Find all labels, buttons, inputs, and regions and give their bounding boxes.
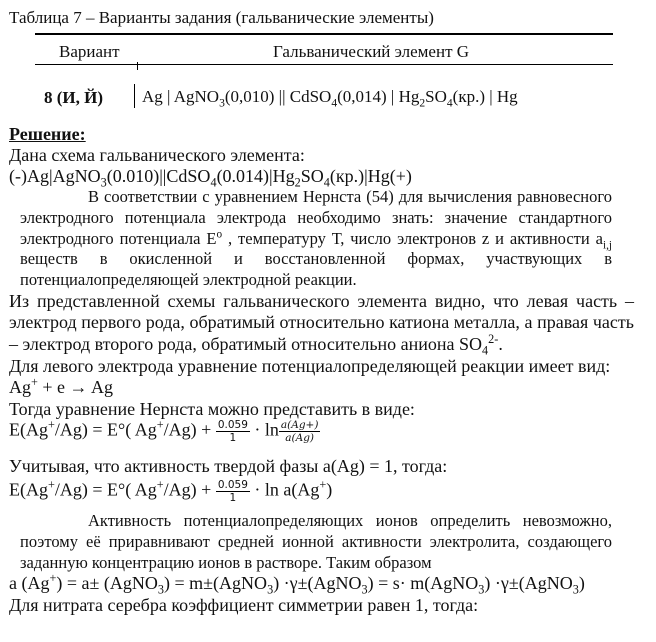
left-electrode-text: Для левого электрода уравнение потенциалопределяющей реакции имеет вид: xyxy=(9,356,611,376)
coefficient-fraction: $\frac{0.059}{1}$ xyxy=(217,479,248,504)
table-top-rule xyxy=(35,33,613,35)
coefficient-fraction: $\frac{0.059}{1}$ xyxy=(217,419,248,444)
nernst-requirements-paragraph: В соответствии с уравнением Нернста (54) для вычисления равновесного электродного потенциала электрода необходимо знать: значение стандартного электродного потенциала $Е^o$ , температуру Т, число электронов z и активности $a_{i,j}$ веществ в окисленной и восстановленной формах, участвующих в потенциалопределяющей электродной реакции. xyxy=(20,187,612,290)
row-variant-number: 8 (И, Й) xyxy=(44,88,104,107)
given-scheme-intro: Дана схема гальванического элемента: xyxy=(9,145,305,165)
column-header-variant: Вариант xyxy=(59,42,120,61)
electrode-type-paragraph: Из представленной схемы гальванического элемента видно, что левая часть – электрод первого рода, обратимый относительно катиона металла, а правая часть – электрод второго рода, обратимый относительно аниона $SO_4^{2-}$. xyxy=(9,291,634,358)
nernst-intro: Тогда уравнение Нернста можно представить в виде: xyxy=(9,399,415,419)
row-separator xyxy=(134,84,135,108)
activity-equation: a (Ag+) = a± (AgNO$_3$) = m±(AgNO$_3$) ·γ±(AgNO$_3$) = s· m(AgNO$_3$) ·γ±(AgNO$_3$) xyxy=(9,571,585,597)
electrode-reaction: Ag+ + e → Ag xyxy=(9,375,114,397)
row-galvanic-element: Ag | AgNO$_3$(0,010) || CdSO$_4$(0,014) | $Hg_2SO_4(кр.)$ | Hg xyxy=(142,87,518,110)
mean-activity-paragraph: Активность потенциалопределяющих ионов определить невозможно, поэтому её приравнивают средней ионной активности электролита, создающего заданную концентрацию ионов в растворе. Таким образом xyxy=(20,511,612,572)
solid-phase-text: Учитывая, что активность твердой фазы a(Ag) = 1, тогда: xyxy=(9,456,448,476)
solution-heading: Решение: xyxy=(9,124,86,144)
nernst-equation-simplified: E(Ag+/Ag) = E°( Ag+/Ag) + $\frac{0.059}{1}$ · ln a(Ag+) xyxy=(9,477,333,504)
column-header-element: Гальванический элемент G xyxy=(273,42,470,61)
symmetry-coefficient-text: Для нитрата серебра коэффициент симметрии равен 1, тогда: xyxy=(9,595,479,615)
galvanic-scheme: $(-)Ag|AgNO_3(0.010)||CdSO_4(0.014)|Hg_2SO_4(кр.)|Hg(+)$ xyxy=(9,166,412,190)
activity-ratio-fraction: $\frac{a(Ag+)}{a(Ag)}$ xyxy=(280,419,319,444)
nernst-equation-full: E(Ag+/Ag) = E°( Ag+/Ag) + $\frac{0.059}{1}$ · ln $\frac{a(Ag+)}{a(Ag)}$ xyxy=(9,417,319,444)
table-header-rule xyxy=(35,64,613,65)
table-caption: Таблица 7 – Варианты задания (гальванические элементы) xyxy=(9,8,434,27)
